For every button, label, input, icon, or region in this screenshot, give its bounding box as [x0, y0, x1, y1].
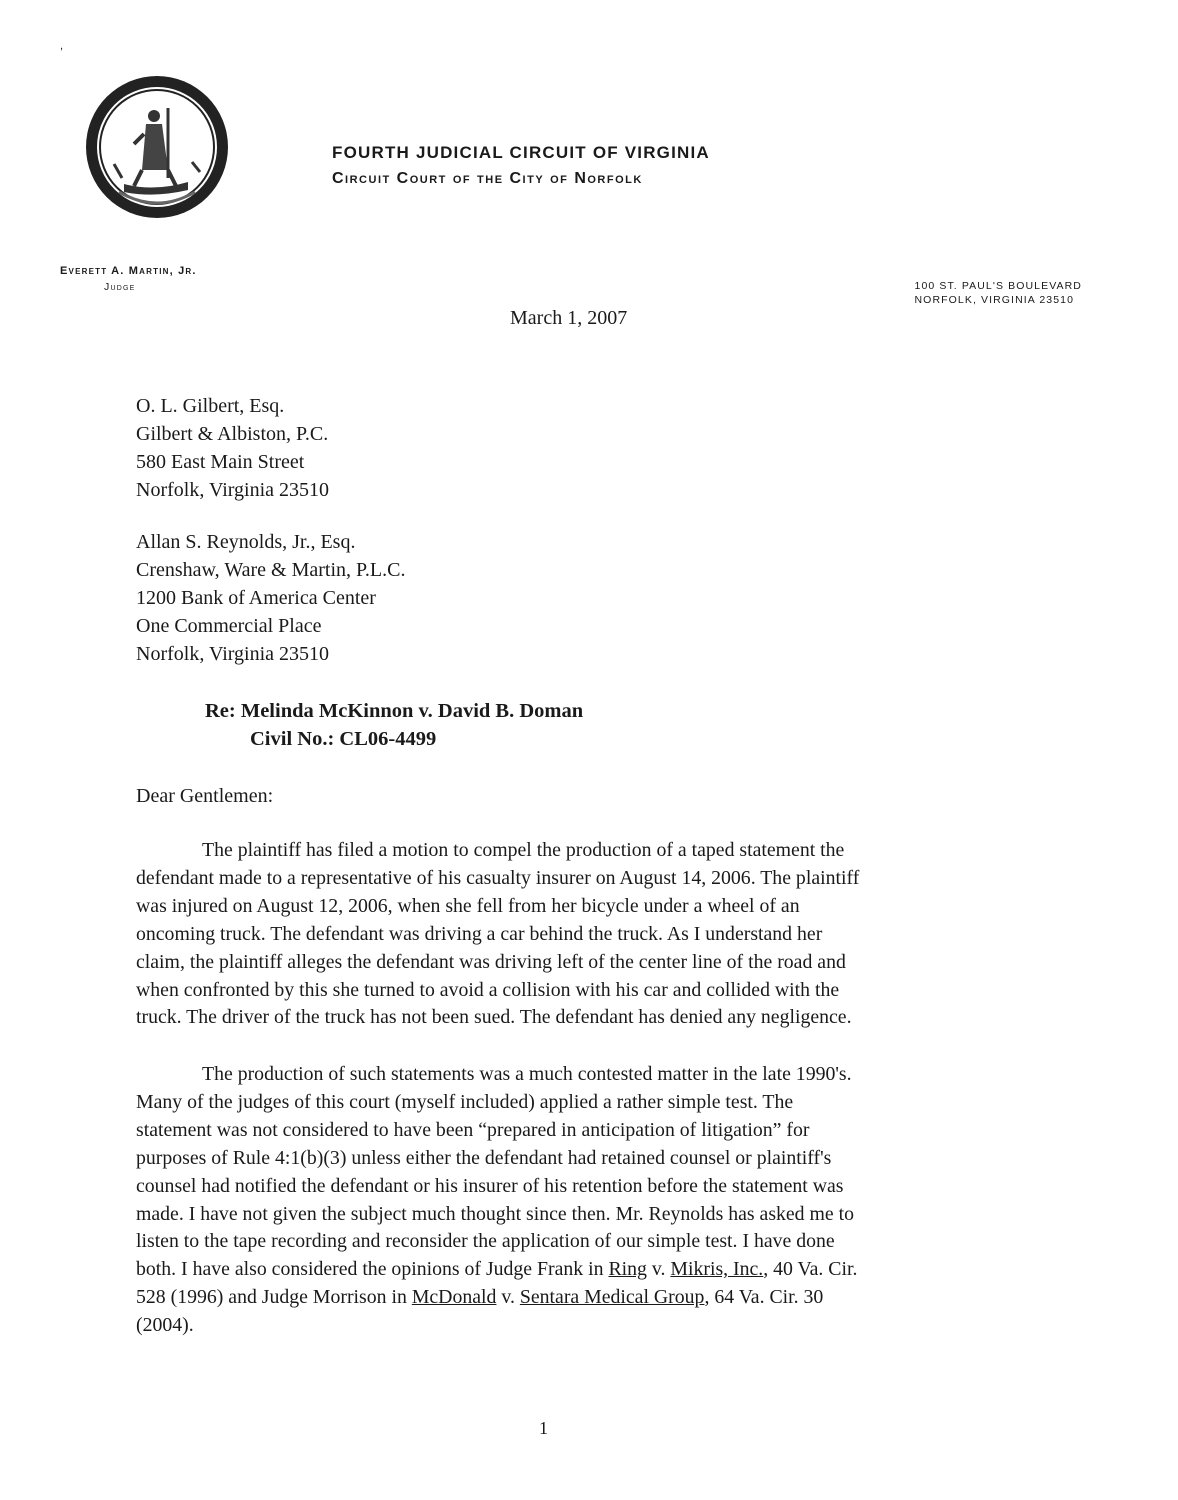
- court-line2: Circuit Court of the City of Norfolk: [332, 170, 643, 187]
- judge-name: Everett A. Martin, Jr.: [60, 265, 197, 277]
- paragraph-line: (2004).: [136, 1314, 194, 1337]
- judge-title: Judge: [104, 281, 136, 293]
- text-run: v.: [496, 1286, 520, 1309]
- virginia-seal-icon: [84, 74, 230, 220]
- salutation: Dear Gentlemen:: [136, 785, 274, 807]
- letter-date: March 1, 2007: [510, 307, 628, 329]
- paragraph-line: truck. The driver of the truck has not been sued. The defendant has denied any negligence.: [136, 1006, 852, 1029]
- recipient-address-2: [136, 528, 405, 668]
- paragraph-line: defendant made to a representative of his casualty insurer on August 14, 2006. The plaintiff: [136, 866, 860, 889]
- address-line: Gilbert & Albiston, P.C.: [136, 423, 329, 445]
- paragraph-line: statement was not considered to have been “prepared in anticipation of litigation” for: [136, 1118, 810, 1141]
- paragraph-line: [136, 1284, 1026, 1312]
- paragraph-line: was injured on August 12, 2006, when she fell from her bicycle under a wheel of an: [136, 894, 800, 917]
- case-name: McDonald: [411, 1286, 497, 1309]
- court-line1: FOURTH JUDICIAL CIRCUIT OF VIRGINIA: [332, 143, 710, 162]
- paragraph-line: The plaintiff has filed a motion to compel the production of a taped statement the: [202, 839, 845, 861]
- address-line: One Commercial Place: [136, 615, 322, 637]
- text-run: 528 (1996) and Judge Morrison in: [136, 1286, 412, 1309]
- address-line: Allan S. Reynolds, Jr., Esq.: [136, 531, 356, 553]
- recipient-address-1: [136, 392, 329, 504]
- paragraph-line: claim, the plaintiff alleges the defendant was driving left of the center line of the road and: [136, 950, 846, 973]
- address-line: Crenshaw, Ware & Martin, P.L.C.: [136, 559, 406, 581]
- address-line2: NORFOLK, VIRGINIA 23510: [914, 294, 1075, 306]
- paragraph-line: purposes of Rule 4:1(b)(3) unless either the defendant had retained counsel or plaintiff's: [136, 1146, 832, 1169]
- court-heading: [332, 140, 892, 192]
- address-line: 1200 Bank of America Center: [136, 587, 376, 609]
- judge-block: [60, 265, 197, 293]
- paragraph-line: [136, 1256, 1026, 1284]
- re-civil-number: Civil No.: CL06-4499: [250, 728, 437, 750]
- text-run: , 64 Va. Cir. 30: [704, 1286, 824, 1309]
- paragraph-line: counsel had notified the defendant or his insurer of his retention before the statement was: [136, 1174, 844, 1197]
- text-run: v.: [646, 1258, 671, 1281]
- re-line: [205, 697, 583, 753]
- paragraph-2: [136, 1061, 1026, 1340]
- case-name: Sentara Medical Group: [519, 1286, 705, 1309]
- text-run: both. I have also considered the opinions of Judge Frank in: [136, 1258, 609, 1281]
- text-run: , 40 Va. Cir.: [763, 1258, 858, 1281]
- paragraph-line: The production of such statements was a much contested matter in the late 1990's.: [202, 1063, 852, 1085]
- case-name: Mikris, Inc.: [670, 1258, 764, 1281]
- scan-mark: ,: [60, 40, 64, 52]
- address-line1: 100 ST. PAUL'S BOULEVARD: [914, 280, 1082, 292]
- case-name: Ring: [608, 1258, 647, 1281]
- page-number: 1: [539, 1418, 548, 1438]
- address-line: 580 East Main Street: [136, 451, 305, 473]
- court-address: [915, 279, 1083, 307]
- address-line: O. L. Gilbert, Esq.: [136, 395, 285, 417]
- paragraph-line: listen to the tape recording and reconsider the application of our simple test. I have done: [136, 1230, 835, 1253]
- address-line: Norfolk, Virginia 23510: [136, 643, 330, 665]
- address-line: Norfolk, Virginia 23510: [136, 479, 330, 501]
- paragraph-line: Many of the judges of this court (myself included) applied a rather simple test. The: [136, 1090, 794, 1113]
- paragraph-line: oncoming truck. The defendant was driving a car behind the truck. As I understand her: [136, 922, 823, 945]
- paragraph-1: [136, 837, 1026, 1032]
- paragraph-line: made. I have not given the subject much thought since then. Mr. Reynolds has asked me to: [136, 1202, 855, 1225]
- re-case-title: Re: Melinda McKinnon v. David B. Doman: [205, 700, 584, 722]
- paragraph-line: when confronted by this she turned to avoid a collision with his car and collided with the: [136, 978, 840, 1001]
